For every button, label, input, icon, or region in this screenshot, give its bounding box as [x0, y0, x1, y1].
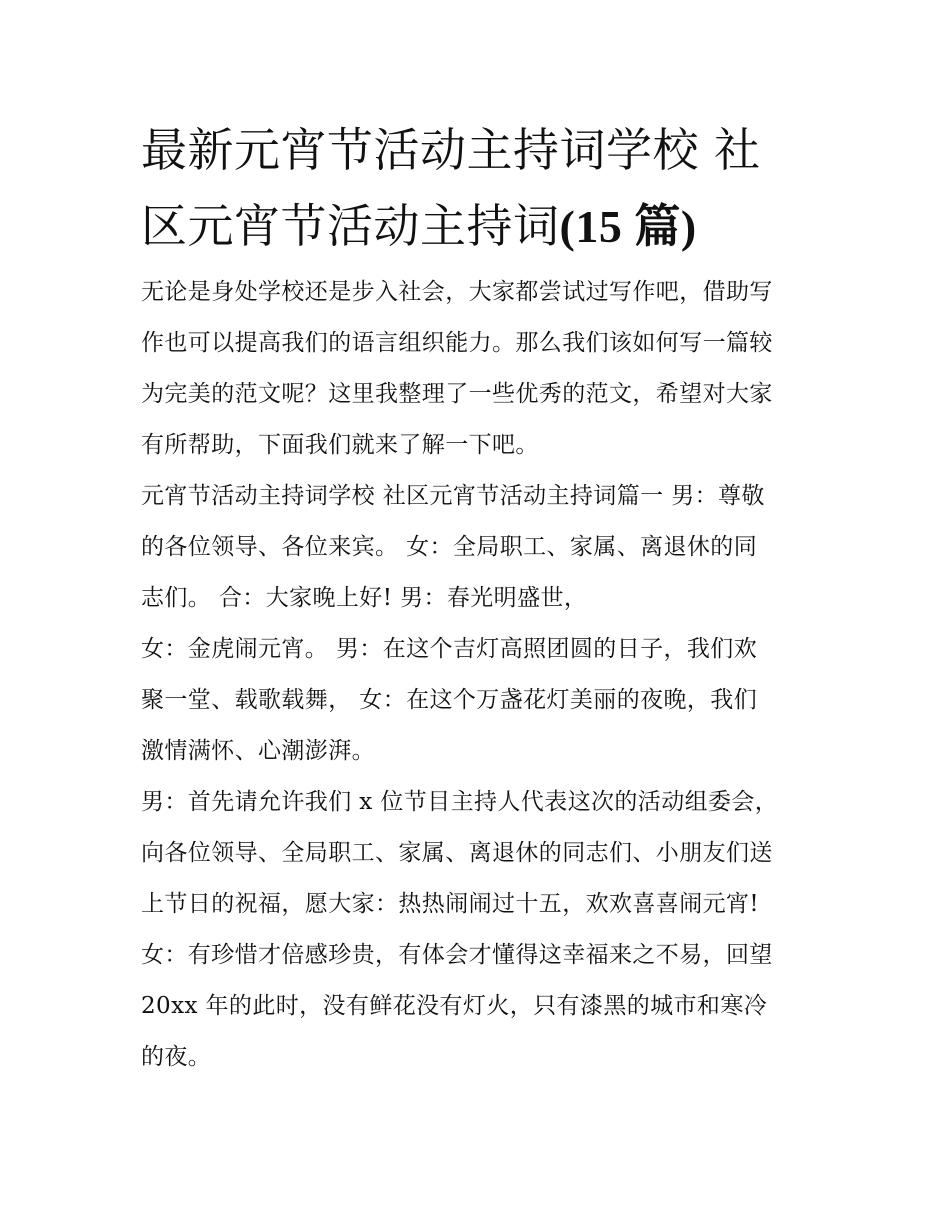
text-line: 激情满怀、心潮澎湃。: [141, 738, 375, 764]
text-line: 的夜。: [141, 1044, 212, 1070]
paragraph-intro: [141, 267, 813, 471]
text-line: 为完美的范文呢？这里我整理了一些优秀的范文，希望对大家: [141, 381, 773, 407]
title-line-1: 最新元宵节活动主持词学校 社: [141, 123, 761, 177]
text-line: 的各位领导、各位来宾。 女：全局职工、家属、离退休的同: [141, 534, 758, 560]
text-line: 男：首先请允许我们 x 位节目主持人代表这次的活动组委会，: [141, 789, 779, 815]
text-line: 女：有珍惜才倍感珍贵，有体会才懂得这幸福来之不易，回望: [141, 942, 773, 968]
paragraph-dialogue-2: [141, 777, 813, 1083]
text-line: 无论是身处学校还是步入社会，大家都尝试过写作吧，借助写: [141, 279, 773, 305]
text-line: 有所帮助，下面我们就来了解一下吧。: [141, 432, 539, 458]
text-line: 元宵节活动主持词学校 社区元宵节活动主持词篇一 男：尊敬: [141, 483, 765, 509]
text-line: 志们。 合：大家晚上好! 男：春光明盛世，: [141, 585, 588, 611]
text-line: 聚一堂、载歌载舞， 女：在这个万盏花灯美丽的夜晚，我们: [141, 687, 758, 713]
text-line: 作也可以提高我们的语言组织能力。那么我们该如何写一篇较: [141, 330, 773, 356]
text-line: 向各位领导、全局职工、家属、离退休的同志们、小朋友们送: [141, 840, 773, 866]
paragraph-opening: [141, 471, 813, 624]
title-line-2: [141, 188, 813, 265]
page-title: [141, 112, 813, 265]
title-line-2-text: 区元宵节活动主持词: [141, 199, 560, 253]
title-count: (15 篇): [559, 201, 697, 252]
document-content: [141, 112, 813, 1083]
text-line: 女：金虎闹元宵。 男：在这个吉灯高照团圆的日子，我们欢: [141, 636, 758, 662]
text-line: 20xx 年的此时，没有鲜花没有灯火，只有漆黑的城市和寒冷: [141, 993, 768, 1019]
text-line: 上节日的祝福，愿大家：热热闹闹过十五，欢欢喜喜闹元宵!: [141, 891, 760, 917]
paragraph-dialogue-1: [141, 624, 813, 777]
